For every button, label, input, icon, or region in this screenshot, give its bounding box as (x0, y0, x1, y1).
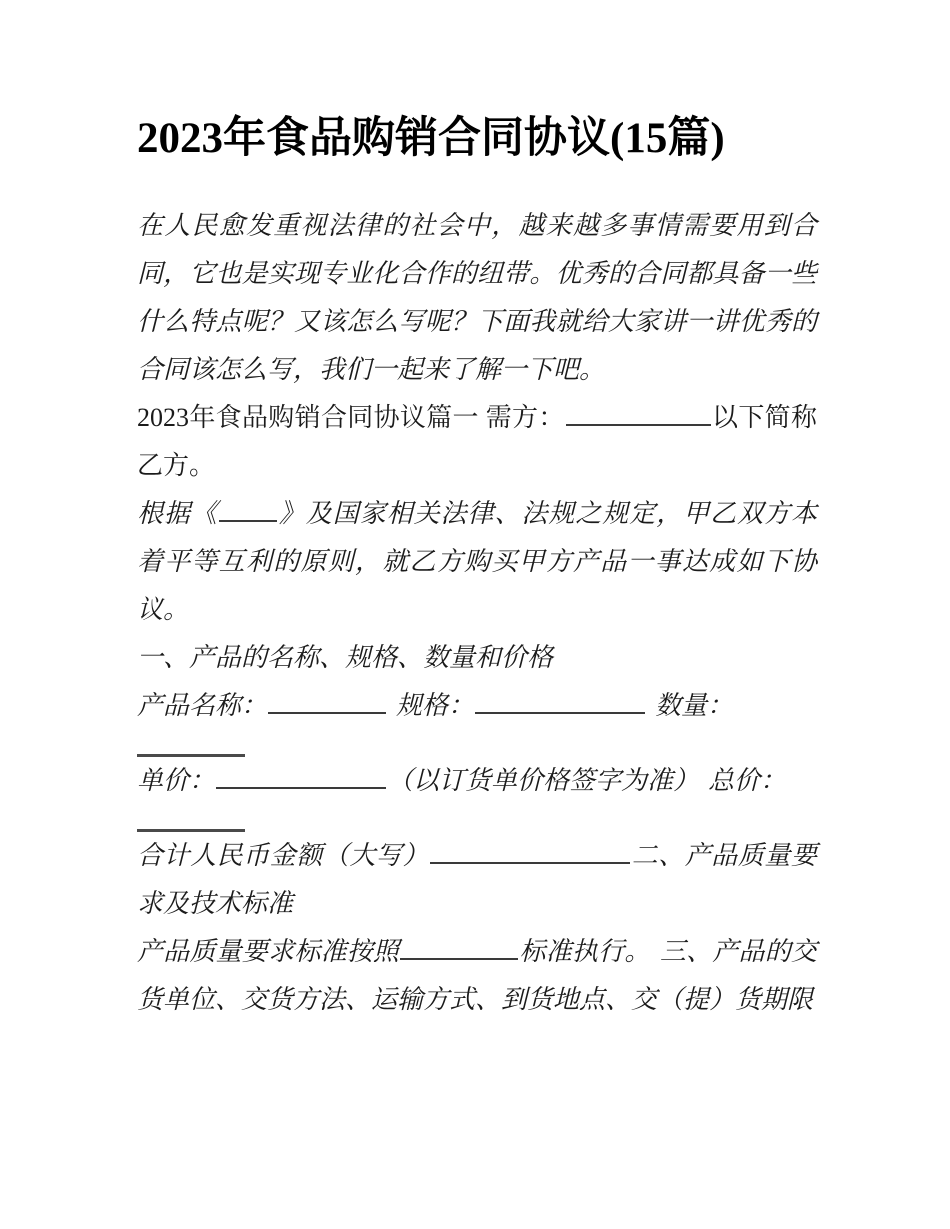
total-price-blank[interactable] (137, 805, 245, 832)
amount-label: 合计人民币金额（大写） (137, 841, 430, 870)
unit-price-label: 单价： (137, 766, 216, 795)
page-title-text: 2023年食品购销合同协议(15篇) (137, 115, 725, 162)
clause-three-heading: 三、产品的交货单位、交货方法、运输方式、到货地点、交（提）货期限 (137, 937, 817, 1014)
clause-two-heading: 二、产品质量要求及技术标准 (137, 841, 817, 918)
quality-standard-text-after: 标准执行。 (519, 937, 651, 966)
price-paragraph (137, 757, 817, 832)
section-lead-text-after: 以下简称乙方。 (137, 403, 817, 480)
section-lead-paragraph (137, 394, 817, 490)
product-name-blank[interactable] (268, 687, 386, 714)
legal-basis-text-before: 根据《 (137, 499, 218, 528)
demand-party-blank[interactable] (566, 399, 711, 426)
quality-standard-paragraph (137, 928, 817, 1024)
legal-basis-paragraph (137, 490, 817, 634)
quantity-label: 数量： (655, 691, 734, 720)
law-name-blank[interactable] (219, 495, 277, 522)
total-price-label: 总价： (708, 766, 787, 795)
product-name-label: 产品名称： (137, 691, 268, 720)
quantity-blank[interactable] (137, 730, 245, 757)
unit-price-blank[interactable] (216, 762, 386, 789)
amount-and-clause-two-paragraph (137, 832, 817, 928)
quality-standard-text-before: 产品质量要求标准按照 (137, 937, 400, 966)
spec-label: 规格： (396, 691, 475, 720)
page-title (137, 104, 817, 174)
quality-standard-blank[interactable] (400, 933, 518, 960)
spec-blank[interactable] (475, 687, 645, 714)
document-body (137, 104, 817, 1024)
section-lead-text-before: 2023年食品购销合同协议篇一 需方： (137, 403, 565, 432)
amount-blank[interactable] (430, 837, 630, 864)
clause-one-heading: 一、产品的名称、规格、数量和价格 (137, 643, 554, 672)
product-details-paragraph (137, 682, 817, 757)
intro-paragraph: 在人民愈发重视法律的社会中，越来越多事情需要用到合同，它也是实现专业化合作的纽带。优秀的合同都具备一些什么特点呢？又该怎么写呢？下面我就给大家讲一讲优秀的合同该怎么写，我们一起来了解一下吧。 (137, 211, 817, 384)
legal-basis-text-after: 》及国家相关法律、法规之规定，甲乙双方本着平等互利的原则，就乙方购买甲方产品一事达成如下协议。 (137, 499, 817, 624)
unit-price-note: （以订货单价格签字为准） (387, 766, 700, 795)
